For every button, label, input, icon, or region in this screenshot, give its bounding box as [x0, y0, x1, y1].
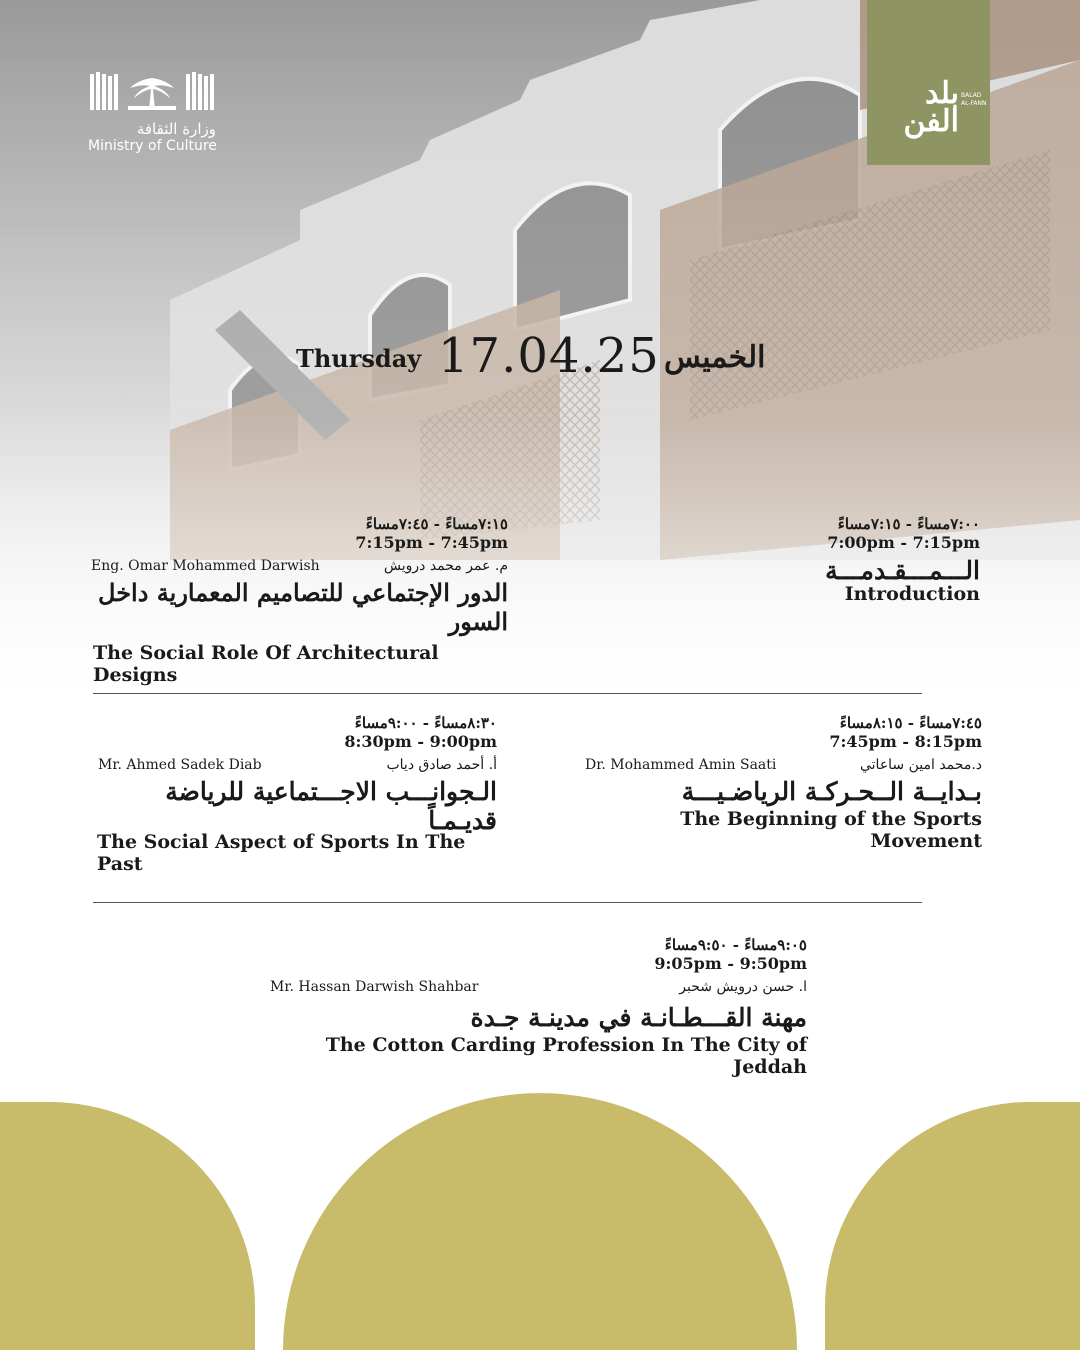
- session-speaker: [88, 558, 508, 578]
- session-title-ar: مهنة القـــطـانـة في مدينـة جـدة: [470, 1003, 807, 1032]
- day-ar: الخميس: [664, 340, 766, 375]
- speaker-name-en: Eng. Omar Mohammed Darwish: [91, 558, 320, 574]
- speaker-name-ar: م. عمر محمد درويش: [383, 558, 508, 574]
- session-speaker: [580, 757, 982, 777]
- section-divider: [93, 693, 922, 694]
- ministry-name-en: Ministry of Culture: [88, 138, 217, 154]
- session-title-en: The Cotton Carding Profession In The City of Jeddah: [325, 1034, 807, 1078]
- session-title-en: The Social Role Of Architectural Designs: [93, 642, 439, 686]
- speaker-name-ar: أ. أحمد صادق دياب: [386, 757, 497, 773]
- ministry-name-ar: وزارة الثقافة: [136, 120, 216, 138]
- session-sports-beginning: [580, 714, 982, 852]
- brand-name-en: BALAD AL-FANN: [961, 92, 987, 107]
- date-number: 17.04.25: [438, 328, 660, 384]
- session-title-ar: بـدايــة الــحـركـة الرياضـيـــة: [681, 777, 982, 806]
- session-time-ar: ٧:٠٠مساءً - ٧:١٥مساءً: [837, 515, 980, 533]
- arch-center: [283, 1093, 797, 1350]
- session-time-en: 8:30pm - 9:00pm: [344, 732, 497, 751]
- speaker-name-ar: د.محمد امين ساعاتي: [859, 757, 982, 773]
- session-speaker: [92, 757, 497, 777]
- session-time-en: 9:05pm - 9:50pm: [654, 954, 807, 973]
- arch-right: [825, 1102, 1080, 1350]
- session-time-en: 7:15pm - 7:45pm: [355, 533, 508, 552]
- speaker-name-en: Dr. Mohammed Amin Saati: [585, 757, 777, 773]
- section-divider: [93, 902, 922, 903]
- session-time-ar: ٨:٣٠مساءً - ٩:٠٠مساءً: [354, 714, 497, 732]
- session-title-ar: الدور الإجتماعي للتصاميم المعمارية داخل السور: [98, 578, 508, 636]
- speaker-name-en: Mr. Ahmed Sadek Diab: [98, 757, 262, 773]
- ministry-emblem-icon: [88, 70, 218, 114]
- session-time-en: 7:00pm - 7:15pm: [827, 533, 980, 552]
- session-title-ar: الـجوانـــب الاجـــتماعية للرياضة قديـمـاً: [165, 777, 497, 835]
- session-sports-social-aspect: [92, 714, 497, 875]
- speaker-name-ar: ا. حسن درويش شحبر: [679, 979, 807, 995]
- session-introduction: [800, 515, 980, 605]
- brand-name-ar: بلد الفن: [903, 76, 959, 139]
- session-title-en: Introduction: [844, 583, 980, 605]
- session-speaker: [265, 979, 807, 999]
- session-time-ar: ٧:٤٥مساءً - ٨:١٥مساءً: [839, 714, 982, 732]
- session-time-ar: ٧:١٥مساءً - ٧:٤٥مساءً: [365, 515, 508, 533]
- event-date: [0, 322, 1080, 392]
- day-en: Thursday: [296, 344, 422, 373]
- speaker-name-en: Mr. Hassan Darwish Shahbar: [270, 979, 479, 995]
- session-title-en: The Beginning of the Sports Movement: [680, 808, 982, 852]
- balad-al-fann-logo: [867, 0, 990, 165]
- session-title-ar: الـــمـــقـدمـــة: [825, 556, 980, 585]
- session-time-ar: ٩:٠٥مساءً - ٩:٥٠مساءً: [664, 936, 807, 954]
- session-cotton-carding: [265, 936, 807, 1078]
- ministry-of-culture-logo: [88, 70, 228, 154]
- arch-left: [0, 1102, 255, 1350]
- session-time-en: 7:45pm - 8:15pm: [829, 732, 982, 751]
- decorative-arches: [0, 1090, 1080, 1350]
- session-title-en: The Social Aspect of Sports In The Past: [97, 831, 466, 875]
- session-social-role: [88, 515, 508, 686]
